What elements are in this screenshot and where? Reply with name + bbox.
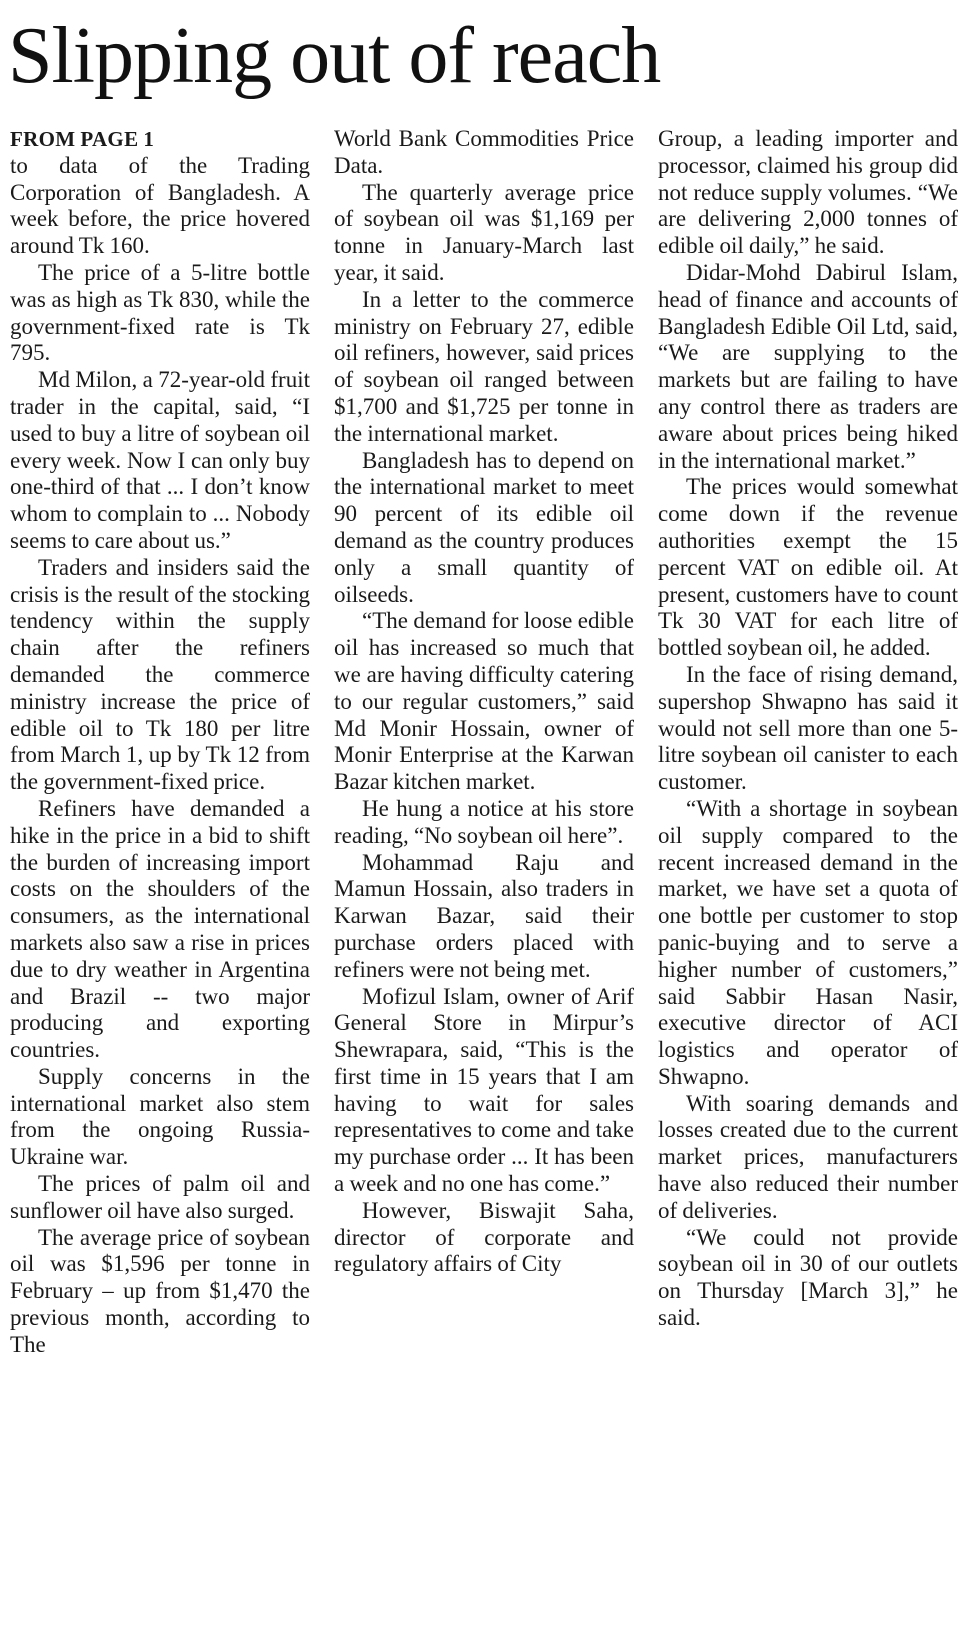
paragraph: The price of a 5-litre bottle was as high as Tk 830, while the government-fixed rate is Tk 795. bbox=[10, 259, 310, 366]
column-2 bbox=[334, 126, 634, 1642]
paragraph: “The demand for loose edible oil has increased so much that we are having difficulty catering to our regular customers,” said Md Monir Hossain, owner of Monir Enterprise at the Karwan Bazar kitchen market. bbox=[334, 608, 634, 795]
paragraph: The average price of soybean oil was $1,596 per tonne in February – up from $1,470 the previous month, according to The bbox=[10, 1224, 310, 1357]
paragraph: Md Milon, a 72-year-old fruit trader in the capital, said, “I used to buy a litre of soybean oil every week. Now I can only buy one-third of that ... I don’t know whom to complain to ... Nobody seems to care about us.” bbox=[10, 367, 310, 553]
paragraph: The prices would somewhat come down if the revenue authorities exempt the 15 percent VAT on edible oil. At present, customers have to count Tk 30 VAT for each litre of bottled soybean oil, he added. bbox=[658, 474, 958, 661]
paragraph: He hung a notice at his store reading, “No soybean oil here”. bbox=[334, 795, 634, 848]
paragraph: World Bank Commodities Price Data. bbox=[334, 126, 634, 178]
paragraph: to data of the Trading Corporation of Bangladesh. A week before, the price hovered around Tk 160. bbox=[10, 152, 310, 259]
paragraph: Didar-Mohd Dabirul Islam, head of finance and accounts of Bangladesh Edible Oil Ltd, said, “We are supplying to the markets but are failing to have any control there as traders are aware about prices being hiked in the international market.” bbox=[658, 259, 958, 473]
headline: Slipping out of reach bbox=[8, 12, 661, 100]
column-3 bbox=[658, 126, 958, 1642]
paragraph: In a letter to the commerce ministry on February 27, edible oil refiners, however, said prices of soybean oil ranged between $1,700 and $1,725 per tonne in the international market. bbox=[334, 286, 634, 446]
paragraph: Traders and insiders said the crisis is the result of the stocking tendency within the supply chain after the refiners demanded the commerce ministry increase the price of edible oil to Tk 180 per litre from March 1, up by Tk 12 from the government-fixed price. bbox=[10, 554, 310, 795]
jump-line: FROM PAGE 1 bbox=[10, 127, 155, 151]
paragraph: Bangladesh has to depend on the international market to meet 90 percent of its edible oil demand as the country produces only a small quantity of oilseeds. bbox=[334, 447, 634, 607]
paragraph: The prices of palm oil and sunflower oil have also surged. bbox=[10, 1171, 310, 1223]
paragraph: Supply concerns in the international market also stem from the ongoing Russia-Ukraine war. bbox=[10, 1063, 310, 1170]
paragraph: In the face of rising demand, supershop Shwapno has said it would not sell more than one 5-litre soybean oil canister to each customer. bbox=[658, 661, 958, 795]
paragraph: Group, a leading importer and processor, claimed his group did not reduce supply volumes. “We are delivering 2,000 tonnes of edible oil daily,” he said. bbox=[658, 126, 958, 259]
paragraph: However, Biswajit Saha, director of corporate and regulatory affairs of City bbox=[334, 1197, 634, 1277]
paragraph: With soaring demands and losses created due to the current market prices, manufacturers have also reduced their number of deliveries. bbox=[658, 1090, 958, 1223]
paragraph: “We could not provide soybean oil in 30 of our outlets on Thursday [March 3],” he said. bbox=[658, 1224, 958, 1331]
column-1 bbox=[10, 126, 310, 1642]
paragraph: Refiners have demanded a hike in the price in a bid to shift the burden of increasing import costs on the shoulders of the consumers, as the international markets also saw a rise in prices due to dry weather in Argentina and Brazil -- two major producing and exporting countries. bbox=[10, 795, 310, 1063]
paragraph: The quarterly average price of soybean oil was $1,169 per tonne in January-March last year, it said. bbox=[334, 179, 634, 285]
paragraph: Mohammad Raju and Mamun Hossain, also traders in Karwan Bazar, said their purchase orders placed with refiners were not being met. bbox=[334, 849, 634, 982]
paragraph: Mofizul Islam, owner of Arif General Store in Mirpur’s Shewrapara, said, “This is the first time in 15 years that I am having to wait for sales representatives to come and take my purchase order ... It has been a week and no one has come.” bbox=[334, 983, 634, 1197]
paragraph: “With a shortage in soybean oil supply compared to the recent increased demand in the market, we have set a quota of one bottle per customer to stop panic-buying and to serve a higher number of customers,” said Sabbir Hasan Nasir, executive director of ACI logistics and operator of Shwapno. bbox=[658, 795, 958, 1089]
article-body bbox=[10, 126, 958, 1642]
